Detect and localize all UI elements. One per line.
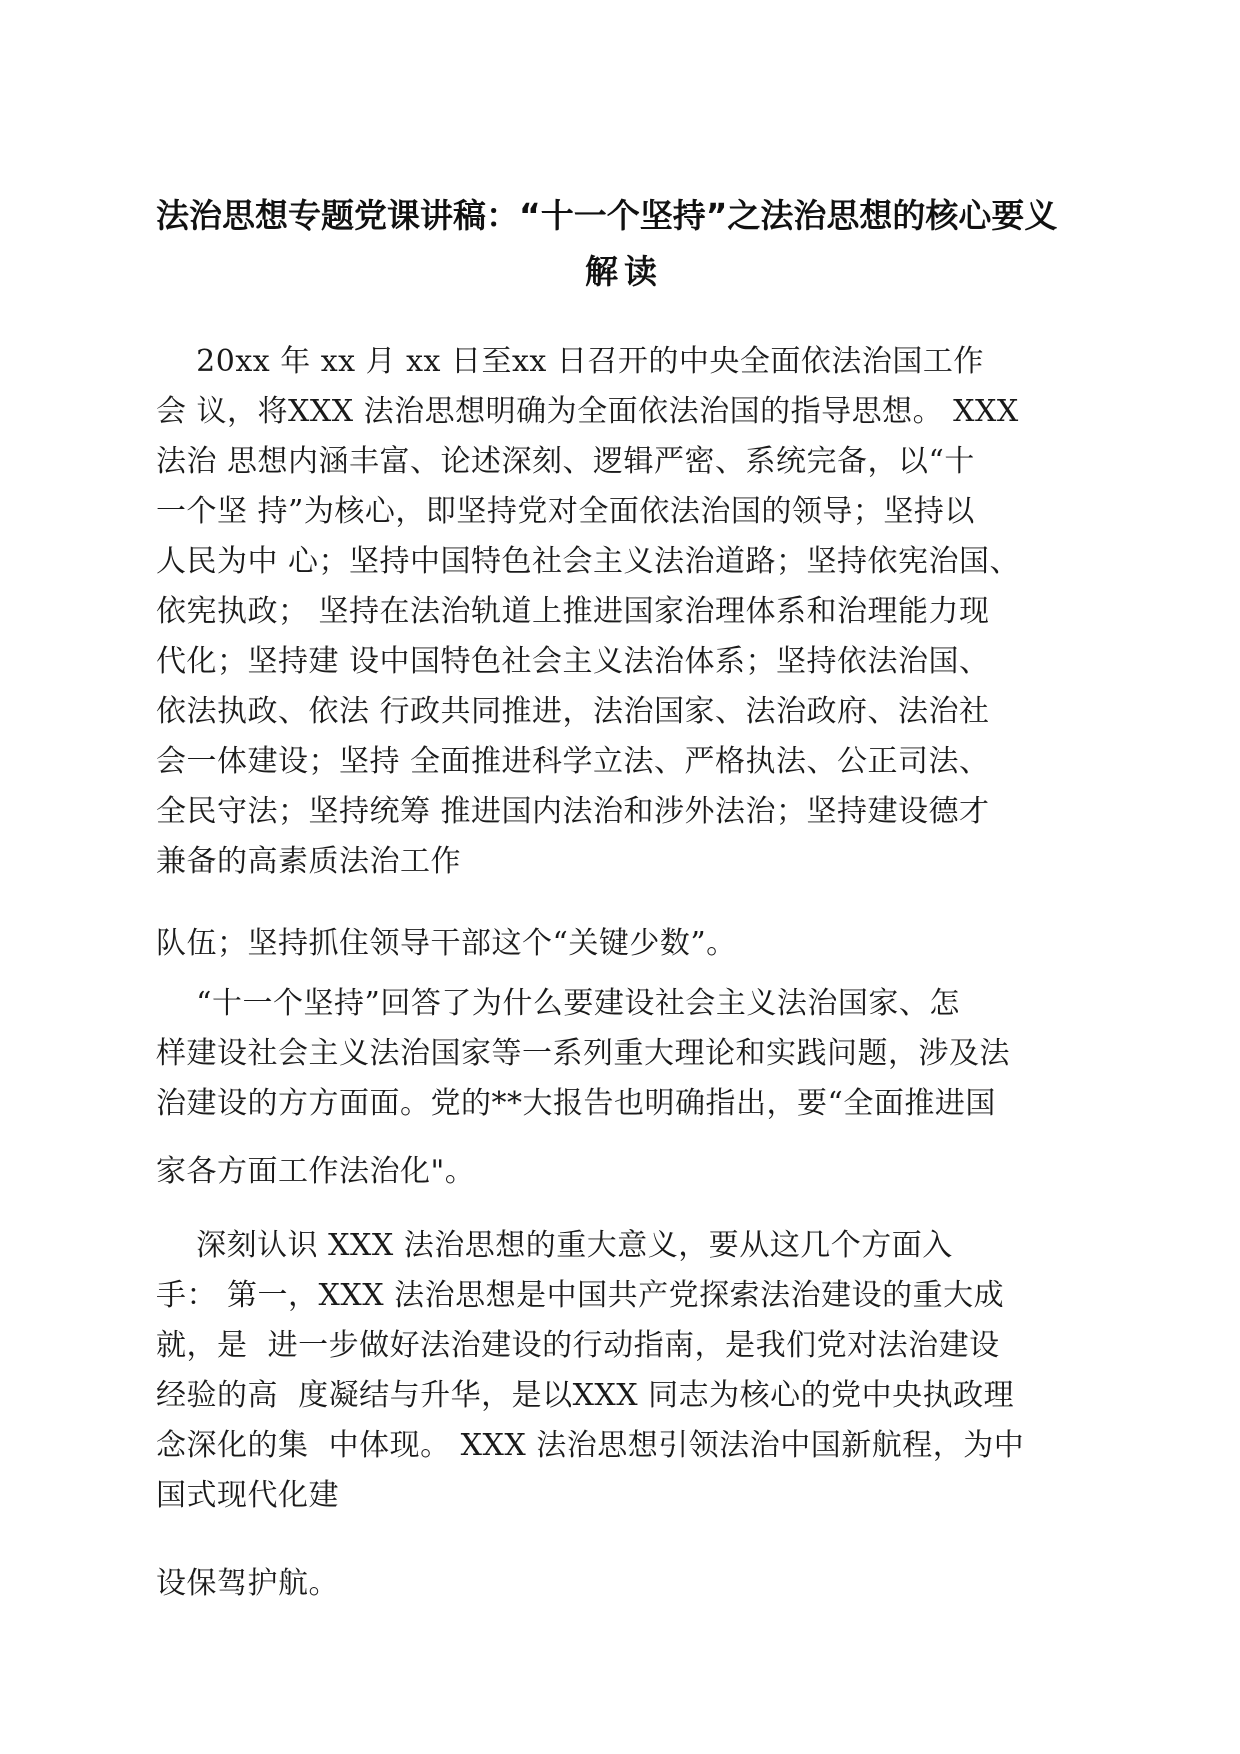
body-line: 会 议，将XXX 法治思想明确为全面依法治国的指导思想。 XXX: [156, 394, 1019, 429]
body-line: 全民守法；坚持统筹 推进国内法治和涉外法治；坚持建设德才: [156, 794, 990, 829]
body-line: 家各方面工作法治化"。: [156, 1154, 476, 1189]
body-line: 国式现代化建: [156, 1478, 339, 1513]
body-line: 队伍；坚持抓住领导干部这个“关键少数”。: [156, 926, 737, 961]
body-line: 就，是 进一步做好法治建设的行动指南，是我们党对法治建设: [156, 1328, 1000, 1363]
body-line: 设保驾护航。: [156, 1566, 339, 1601]
body-line: 会一体建设；坚持 全面推进科学立法、严格执法、公正司法、: [156, 744, 990, 779]
body-line: 依宪执政； 坚持在法治轨道上推进国家治理体系和治理能力现: [156, 594, 990, 629]
body-line: 代化；坚持建 设中国特色社会主义法治体系；坚持依法治国、: [156, 644, 990, 679]
document-title-line-2: 解读: [585, 252, 663, 291]
body-line: 兼备的高素质法治工作: [156, 844, 461, 879]
body-line: 20xx 年 xx 月 xx 日至xx 日召开的中央全面依法治国工作: [156, 344, 984, 379]
body-line: 经验的高 度凝结与升华，是以XXX 同志为核心的党中央执政理: [156, 1378, 1015, 1413]
body-line: 念深化的集 中体现。 XXX 法治思想引领法治中国新航程，为中: [156, 1428, 1025, 1463]
body-line: 样建设社会主义法治国家等一系列重大理论和实践问题，涉及法: [156, 1036, 1010, 1071]
body-line: 人民为中 心；坚持中国特色社会主义法治道路；坚持依宪治国、: [156, 544, 1021, 579]
body-line: 治建设的方方面面。党的**大报告也明确指出，要“全面推进国: [156, 1086, 996, 1121]
body-line: 法治 思想内涵丰富、论述深刻、逻辑严密、系统完备，以“十: [156, 444, 975, 479]
body-line: “十一个坚持”回答了为什么要建设社会主义法治国家、怎: [156, 986, 960, 1021]
body-line: 一个坚 持”为核心，即坚持党对全面依法治国的领导；坚持以: [156, 494, 975, 529]
body-line: 深刻认识 XXX 法治思想的重大意义，要从这几个方面入: [156, 1228, 953, 1263]
body-line: 依法执政、依法 行政共同推进，法治国家、法治政府、法治社: [156, 694, 990, 729]
body-line: 手： 第一，XXX 法治思想是中国共产党探索法治建设的重大成: [156, 1278, 1005, 1313]
document-title-line-1: 法治思想专题党课讲稿：“十一个坚持”之法治思想的核心要义: [156, 196, 1058, 235]
